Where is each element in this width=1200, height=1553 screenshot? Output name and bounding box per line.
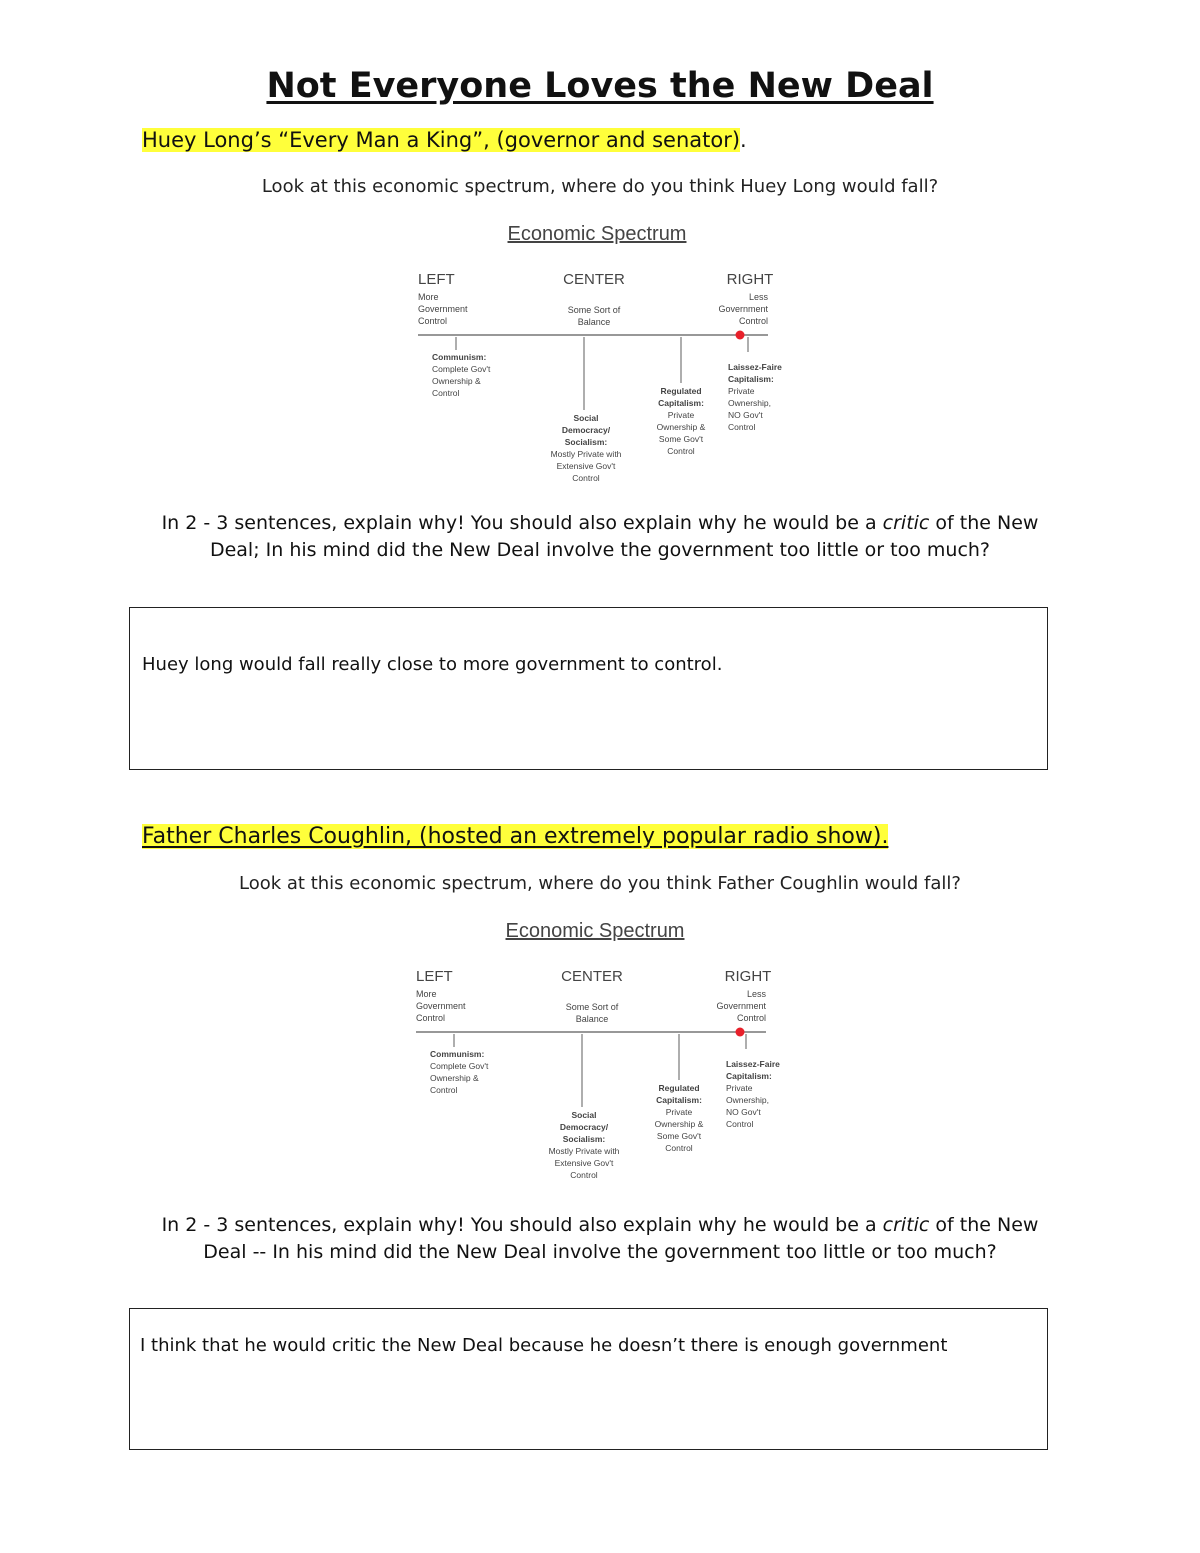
left-desc-line: Government: [416, 1001, 466, 1011]
communism-text-line: Communism:: [432, 352, 487, 362]
communism-text-line: Communism:: [430, 1049, 485, 1059]
center-desc-line: Some Sort of: [567, 305, 621, 315]
left-label: LEFT: [416, 968, 453, 985]
left-desc-line: More: [416, 989, 437, 999]
spectrum-title: Economic Spectrum: [505, 920, 685, 942]
laissez-faire-text-line: Laissez-Faire: [728, 362, 782, 372]
socialism-text-line: Extensive Gov't: [554, 1158, 614, 1168]
center-desc-line: Balance: [575, 1014, 609, 1024]
answer-box[interactable]: [129, 607, 1048, 770]
regulated-text-line: Capitalism:: [658, 398, 704, 408]
communism-text-line: Complete Gov't: [432, 364, 491, 374]
socialism-text-line: Control: [570, 1170, 598, 1180]
regulated-text-line: Control: [665, 1143, 693, 1153]
left-desc-line: More: [418, 292, 439, 302]
page-title: Not Everyone Loves the New Deal: [266, 66, 934, 106]
laissez-faire-text-line: Ownership,: [726, 1095, 769, 1105]
question-text: In 2 - 3 sentences, explain why! You should also explain why he would be a critic of the New Deal; In his mind did the New Deal involve the government too little or too much?: [161, 512, 1039, 561]
laissez-faire-text-line: Ownership,: [728, 398, 771, 408]
regulated-text-line: Private: [665, 1107, 693, 1117]
socialism-text-line: Control: [572, 473, 600, 483]
socialism-text-line: Social: [573, 413, 599, 423]
communism-text-line: Ownership &: [432, 376, 481, 386]
laissez-faire-text-line: NO Gov't: [728, 410, 763, 420]
left-desc-line: Government: [418, 304, 468, 314]
laissez-faire-text-line: Control: [726, 1119, 754, 1129]
regulated-text-line: Regulated: [660, 386, 702, 396]
section-heading-father-coughlin: [142, 824, 888, 849]
regulated-text-line: Ownership &: [656, 422, 706, 432]
economic-spectrum-diagram-1: [410, 218, 800, 488]
heading-highlight: Huey Long’s “Every Man a King”, (governor and senator): [142, 128, 741, 152]
right-desc-line: Control: [738, 316, 768, 326]
position-marker: [736, 331, 745, 340]
right-label: RIGHT: [724, 968, 772, 985]
economic-spectrum-diagram-2: [408, 915, 798, 1185]
right-desc-line: Control: [736, 1013, 766, 1023]
laissez-faire-text-line: Laissez-Faire: [726, 1059, 780, 1069]
socialism-text-line: Democracy/: [559, 1122, 609, 1132]
right-desc-line: Government: [718, 304, 768, 314]
center-label: CENTER: [561, 968, 623, 985]
heading-highlight: Father Charles Coughlin, (hosted an extremely popular radio show).: [142, 824, 889, 849]
socialism-text-line: Democracy/: [561, 425, 611, 435]
answer-box[interactable]: [129, 1308, 1048, 1450]
regulated-text-line: Control: [667, 446, 695, 456]
communism-text-line: Ownership &: [430, 1073, 479, 1083]
question-text: In 2 - 3 sentences, explain why! You should also explain why he would be a critic of the New Deal -- In his mind did the New Deal involve the government too little or too much?: [161, 1214, 1039, 1263]
left-label: LEFT: [418, 271, 455, 288]
answer-text: I think that he would critic the New Deal because he doesn’t there is enough government: [140, 1335, 948, 1356]
regulated-text-line: Some Gov't: [656, 1131, 702, 1141]
answer-text: Huey long would fall really close to more government to control.: [142, 654, 723, 675]
spectrum-title: Economic Spectrum: [507, 223, 687, 245]
center-desc-line: Some Sort of: [565, 1002, 619, 1012]
left-desc-line: Control: [416, 1013, 446, 1023]
regulated-text-line: Capitalism:: [656, 1095, 702, 1105]
spectrum-prompt: Look at this economic spectrum, where do you think Father Coughlin would fall?: [239, 873, 961, 894]
laissez-faire-text-line: Control: [728, 422, 756, 432]
center-label: CENTER: [563, 271, 625, 288]
laissez-faire-text-line: Private: [726, 1083, 753, 1093]
center-desc-line: Balance: [577, 317, 611, 327]
socialism-text-line: Mostly Private with: [550, 449, 622, 459]
laissez-faire-text-line: Private: [728, 386, 755, 396]
regulated-text-line: Regulated: [658, 1083, 700, 1093]
section-heading-huey-long: [142, 128, 747, 152]
right-desc-line: Less: [746, 989, 766, 999]
laissez-faire-text-line: Capitalism:: [728, 374, 774, 384]
communism-text-line: Control: [432, 388, 460, 398]
left-desc-line: Control: [418, 316, 448, 326]
communism-text-line: Complete Gov't: [430, 1061, 489, 1071]
laissez-faire-text-line: Capitalism:: [726, 1071, 772, 1081]
position-marker: [736, 1028, 745, 1037]
communism-text-line: Control: [430, 1085, 458, 1095]
right-desc-line: Less: [748, 292, 768, 302]
socialism-text-line: Extensive Gov't: [556, 461, 616, 471]
heading-trailing-period: .: [740, 128, 747, 152]
regulated-text-line: Some Gov't: [658, 434, 704, 444]
regulated-text-line: Private: [667, 410, 695, 420]
socialism-text-line: Socialism:: [564, 437, 608, 447]
right-label: RIGHT: [726, 271, 774, 288]
socialism-text-line: Socialism:: [562, 1134, 606, 1144]
socialism-text-line: Social: [571, 1110, 597, 1120]
regulated-text-line: Ownership &: [654, 1119, 704, 1129]
spectrum-prompt: Look at this economic spectrum, where do you think Huey Long would fall?: [261, 176, 939, 197]
socialism-text-line: Mostly Private with: [548, 1146, 620, 1156]
right-desc-line: Government: [716, 1001, 766, 1011]
laissez-faire-text-line: NO Gov't: [726, 1107, 761, 1117]
